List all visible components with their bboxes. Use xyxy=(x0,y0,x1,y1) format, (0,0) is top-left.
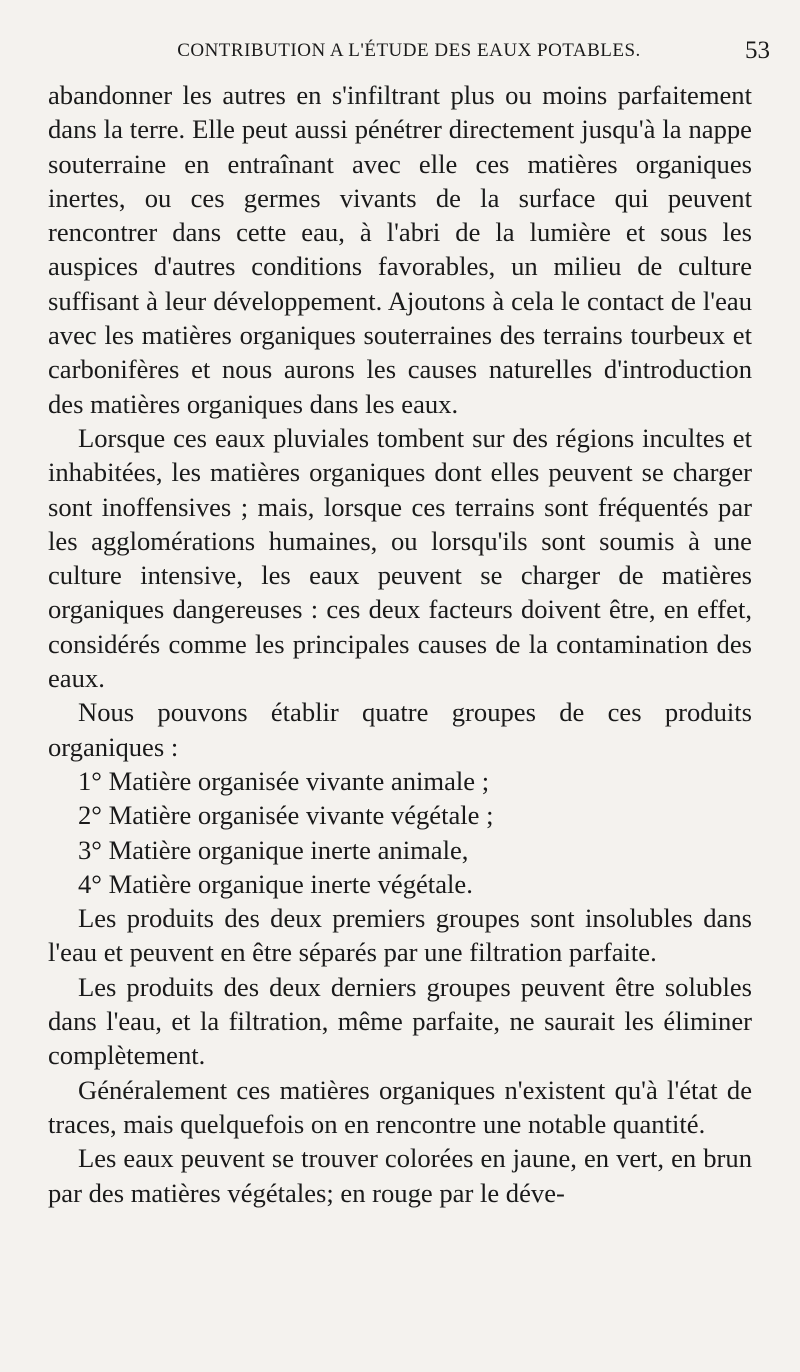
paragraph-insoluble: Les produits des deux premiers groupes sont insolubles dans l'eau et peuvent en être séparés par une filtration parfaite. xyxy=(48,903,752,968)
paragraph-colored-waters: Les eaux peuvent se trouver colorées en jaune, en vert, en brun par des matières végétales; en rouge par le déve- xyxy=(48,1143,752,1208)
list-item-group-3: 3° Matière organique inerte animale, xyxy=(78,834,469,865)
paragraph-continued: abandonner les autres en s'infiltrant plus ou moins parfaitement dans la terre. Elle peut aussi pénétrer directement jusqu'à la nappe souterraine en entraînant avec elle ces matières organiques inertes, ou ces germes vivants de la surface qui peuvent rencontrer dans cette eau, à l'abri de la lumière et sous les auspices d'autres conditions favorables, un milieu de culture suffisant à leur développement. Ajoutons à cela le contact de l'eau avec les matières organiques souterraines des terrains tourbeux et carbonifères et nous aurons les causes naturelles d'introduction des matières organiques dans les eaux. xyxy=(48,80,752,419)
body-text xyxy=(48,78,752,1210)
paragraph-groups-intro: Nous pouvons établir quatre groupes de ces produits organiques : xyxy=(48,697,752,762)
paragraph-soluble: Les produits des deux derniers groupes peuvent être solubles dans l'eau, et la filtration, même parfaite, ne saurait les éliminer complètement. xyxy=(48,971,752,1071)
running-title: CONTRIBUTION A L'ÉTUDE DES EAUX POTABLES. xyxy=(177,40,641,61)
list-item-group-1: 1° Matière organisée vivante animale ; xyxy=(78,765,490,796)
paragraph-traces: Généralement ces matières organiques n'existent qu'à l'état de traces, mais quelquefois on en rencontre une notable quantité. xyxy=(48,1074,752,1139)
list-item-group-4: 4° Matière organique inerte végétale. xyxy=(78,868,473,899)
running-head xyxy=(48,36,770,66)
page-number: 53 xyxy=(745,37,770,64)
paragraph-contamination: Lorsque ces eaux pluviales tombent sur des régions incultes et inhabitées, les matières organiques dont elles peuvent se charger sont inoffensives ; mais, lorsque ces terrains sont fréquentés par les agglomérations humaines, ou lorsqu'ils sont soumis à une culture intensive, les eaux peuvent se charger de matières organiques dangereuses : ces deux facteurs doivent être, en effet, considérés comme les principales causes de la contamination des eaux. xyxy=(48,422,752,694)
list-item-group-2: 2° Matière organisée vivante végétale ; xyxy=(78,800,494,831)
